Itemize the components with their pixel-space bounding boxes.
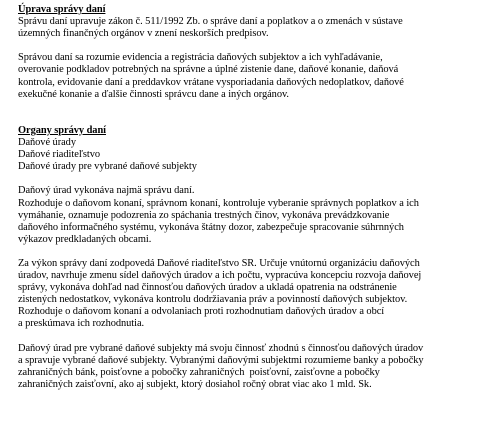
text-line: správy, vykonáva dohľad nad činnosťou daňových úradov a ukladá opatrenia na odstránenie (18, 282, 397, 294)
list-item: Daňové riaditeľstvo (18, 149, 101, 161)
text-line: Daňový úrad vykonáva najmä správu daní. (18, 185, 195, 197)
text-line: overovanie podkladov potrebných na správne a úplné zistenie dane, daňové konanie, daňová (18, 64, 399, 76)
text-line: daňového informačného systému, vykonáva štátny dozor, zabezpečuje spracovanie súhrnných (18, 221, 404, 233)
paragraph-danove-riaditelstvo (18, 258, 478, 331)
paragraph-vybrane-subjekty (18, 343, 478, 391)
text-line: úradov, navrhuje zmenu sídel daňových úradov a ich počtu, vypracúva koncepciu rozvoja daňovej (18, 270, 422, 282)
section-heading-uprava: Úprava správy daní (18, 4, 106, 15)
paragraph-sprava-dani (18, 52, 478, 100)
text-line: zahraničných bánk, poisťovne a pobočky zahraničných poisťovní, zaisťovne a pobočky (18, 366, 380, 378)
paragraph-danovy-urad (18, 185, 478, 245)
spacer (18, 101, 478, 125)
text-line: exekučné konanie a ďalšie činnosti správcu dane a iných orgánov. (18, 88, 289, 100)
spacer (18, 246, 478, 258)
text-line: Správu daní upravuje zákon č. 511/1992 Zb. o správe daní a poplatkov a o zmenách v sústave (18, 16, 403, 28)
text-line: Rozhoduje o daňovom konaní a odvolaniach proti rozhodnutiam daňových úradov a obcí (18, 306, 385, 318)
paragraph-zakon (18, 16, 478, 40)
text-line: výkazov predkladaných obcami. (18, 233, 152, 245)
spacer (18, 331, 478, 343)
section-heading-organy: Organy správy daní (18, 124, 107, 136)
text-line: kontrola, evidovanie daní a preddavkov vrátane vysporiadania daňových nedoplatkov, daňové (18, 76, 404, 88)
document (18, 4, 478, 391)
text-line: a preskúmava ich rozhodnutia. (18, 318, 145, 330)
list-item: Daňové úrady pre vybrané daňové subjekty (18, 161, 197, 173)
text-line: vymáhanie, oznamuje podozrenia zo spáchania trestných činov, vykonáva prevádzkovanie (18, 209, 390, 221)
text-line: a spravuje vybrané daňové subjekty. Vybranými daňovými subjektmi rozumieme banky a pobočky (18, 354, 424, 366)
list-item: Daňové úrady (18, 137, 76, 149)
text-line: Rozhoduje o daňovom konaní, správnom konaní, kontroluje vyberanie správnych poplatkov a ich (18, 197, 419, 209)
organ-list (18, 137, 478, 173)
text-line: zahraničných zaisťovní, ako aj subjekt, ktorý dosiahol ročný obrat viac ako 1 mld. Sk. (18, 378, 372, 390)
text-line: Za výkon správy daní zodpovedá Daňové riaditeľstvo SR. Určuje vnútornú organizáciu daňových (18, 257, 420, 269)
text-line: územných finančných orgánov v znení neskorších predpisov. (18, 28, 269, 40)
spacer (18, 173, 478, 185)
text-line: Správou daní sa rozumie evidencia a registrácia daňových subjektov a ich vyhľadávanie, (18, 52, 383, 64)
text-line: Daňový úrad pre vybrané daňové subjekty má svoju činnosť zhodnú s činnosťou daňových úradov (18, 342, 424, 354)
text-line: zistených nedostatkov, vykonáva kontrolu dodržiavania práv a povinností daňových subjektov. (18, 294, 408, 306)
spacer (18, 40, 478, 52)
